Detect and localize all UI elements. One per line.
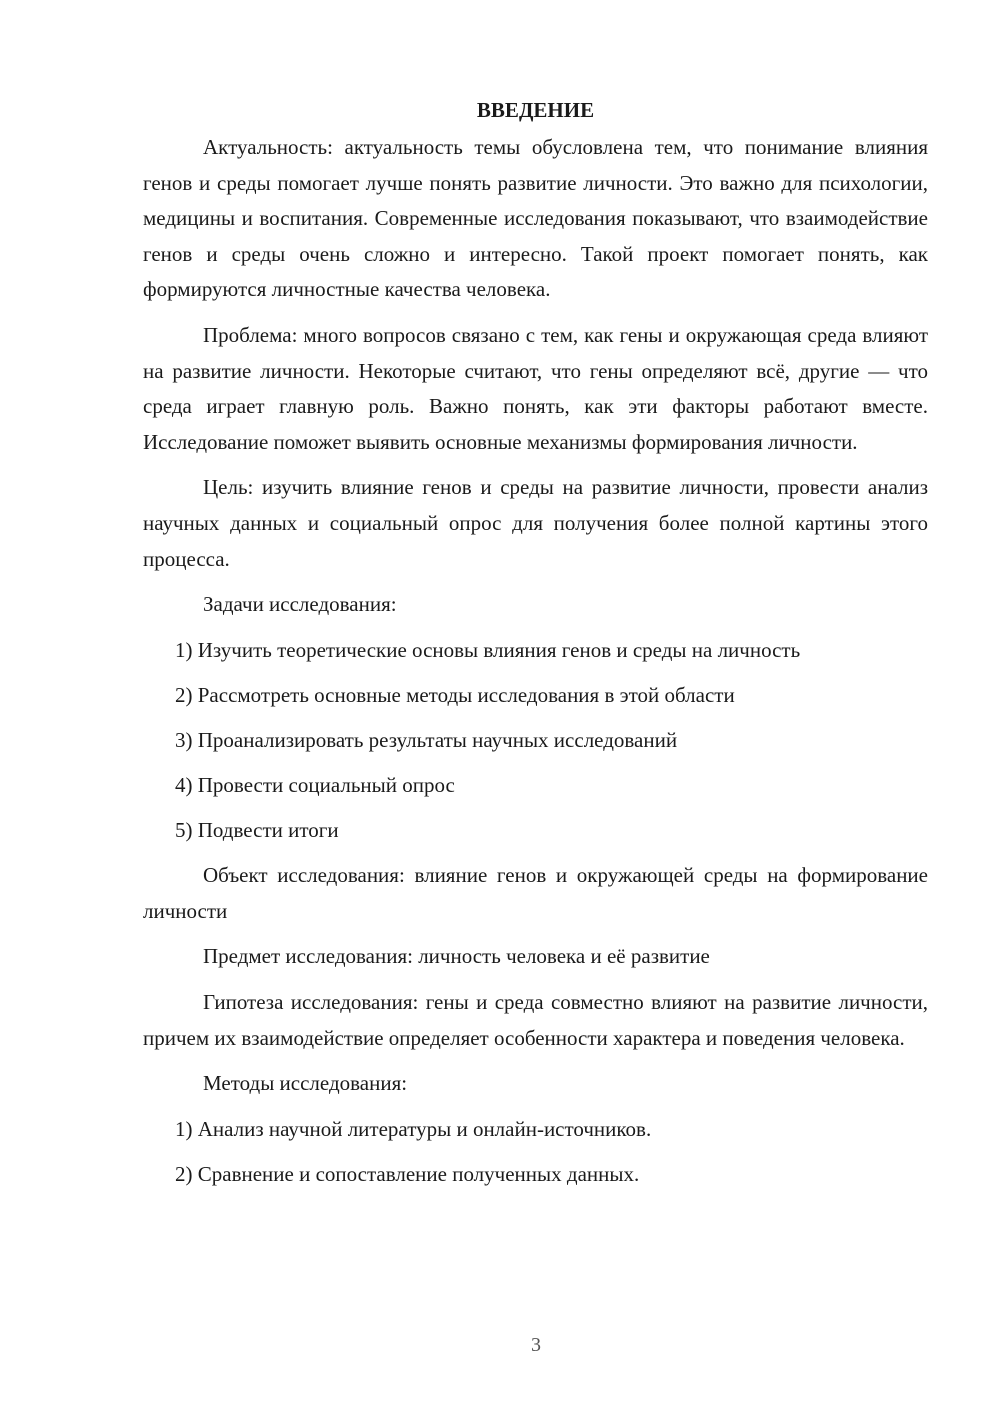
page-title: ВВЕДЕНИЕ (476, 98, 595, 122)
goal-paragraph: Цель: изучить влияние генов и среды на развитие личности, провести анализ научных данных и социальный опрос для получения более полной картины этого процесса. (143, 475, 928, 571)
relevance-paragraph: Актуальность: актуальность темы обусловлена тем, что понимание влияния генов и среды помогает лучше понять развитие личности. Это важно для психологии, медицины и воспитания. Современные исследования показывают, что взаимодействие генов и среды очень сложно и интересно. Такой проект помогает понять, как формируются личностные качества человека. (143, 135, 928, 302)
page-number: 3 (531, 1334, 541, 1356)
list-item: 2) Рассмотреть основные методы исследования в этой области (175, 682, 735, 707)
object-paragraph: Объект исследования: влияние генов и окружающей среды на формирование личности (143, 863, 928, 923)
hypothesis-paragraph: Гипотеза исследования: гены и среда совместно влияют на развитие личности, причем их взаимодействие определяет особенности характера и поведения человека. (143, 989, 928, 1050)
tasks-label: Задачи исследования: (203, 592, 397, 617)
list-item: 5) Подвести итоги (175, 818, 339, 843)
list-item: 2) Сравнение и сопоставление полученных данных. (175, 1161, 640, 1186)
tasks-list (143, 633, 928, 849)
methods-list (143, 1112, 928, 1193)
list-item: 1) Анализ научной литературы и онлайн-источников. (175, 1116, 652, 1141)
list-item: 3) Проанализировать результаты научных исследований (175, 727, 678, 752)
methods-label: Методы исследования: (203, 1071, 408, 1096)
problem-paragraph: Проблема: много вопросов связано с тем, как гены и окружающая среда влияют на развитие личности. Некоторые считают, что гены определяют всё, другие — что среда играет главную роль. Важно понять, как эти факторы работают вместе. Исследование поможет выявить основные механизмы формирования личности. (143, 322, 928, 454)
list-item: 4) Провести социальный опрос (175, 773, 455, 797)
subject-paragraph: Предмет исследования: личность человека и её развитие (203, 944, 710, 969)
list-item: 1) Изучить теоретические основы влияния генов и среды на личность (175, 637, 801, 662)
document-page (143, 90, 928, 1202)
